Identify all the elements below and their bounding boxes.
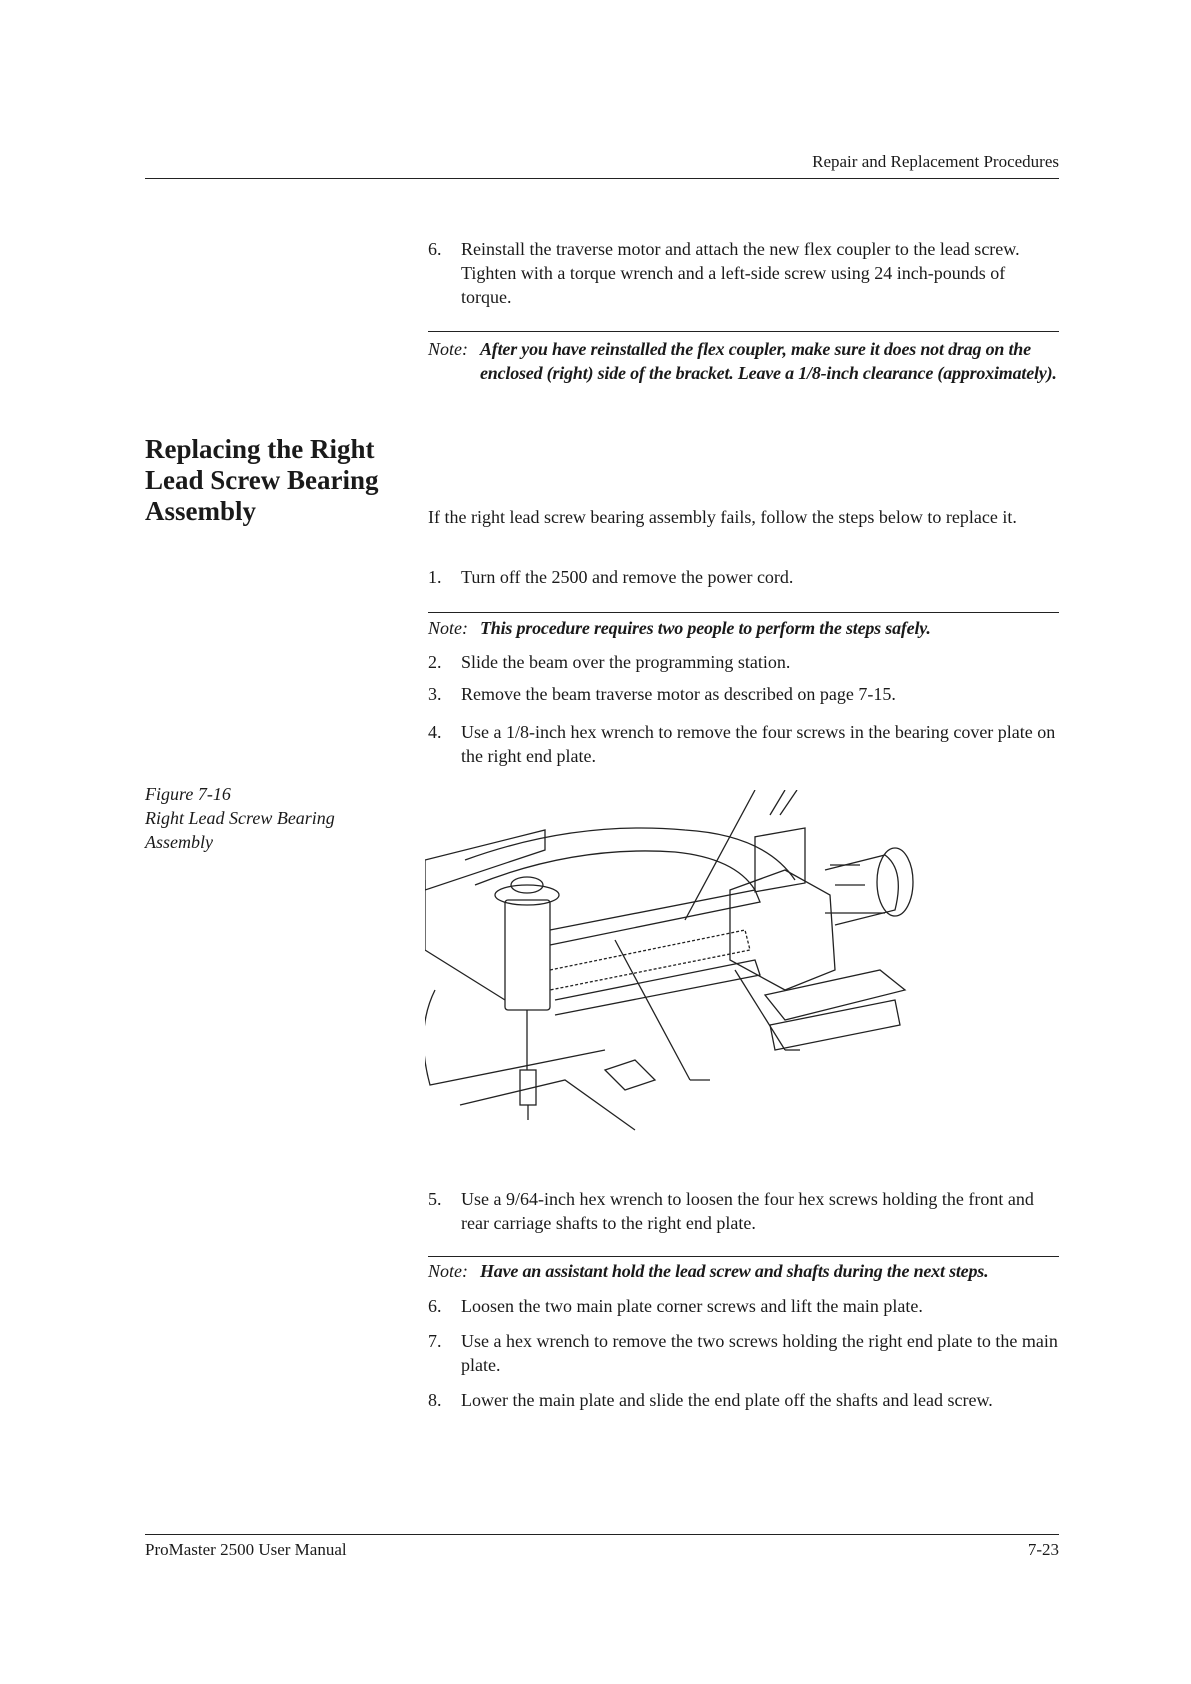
step-text: Turn off the 2500 and remove the power cord. [461, 567, 794, 587]
rear-shaft [550, 890, 760, 945]
figure-number: Figure 7-16 [145, 784, 231, 804]
section-intro: If the right lead screw bearing assembly fails, follow the steps below to replace it. [428, 507, 1017, 527]
note-label: Note: [428, 1261, 468, 1281]
motor [877, 848, 913, 916]
note-text: Have an assistant hold the lead screw and shafts during the next steps. [480, 1261, 989, 1281]
step-number: 8. [428, 1390, 442, 1410]
lead-screw-bearing-illustration [425, 790, 1025, 1150]
step-number: 5. [428, 1189, 442, 1209]
step-number: 6. [428, 1296, 442, 1316]
step-text: Lower the main plate and slide the end plate off the shafts and lead screw. [461, 1390, 993, 1410]
step-number: 1. [428, 567, 442, 587]
figure-caption [145, 782, 385, 854]
note-rule [428, 331, 1059, 332]
footer-rule [145, 1534, 1059, 1535]
step-8 [428, 1388, 1060, 1412]
header-rule [145, 178, 1059, 179]
page-number: 7-23 [1027, 1540, 1059, 1559]
step-text: Use a 1/8-inch hex wrench to remove the four screws in the bearing cover plate on the right end plate. [461, 722, 1056, 766]
running-header: Repair and Replacement Procedures [812, 152, 1059, 171]
step-text: Use a hex wrench to remove the two screws holding the right end plate to the main plate. [461, 1331, 1058, 1375]
step-number: 7. [428, 1331, 442, 1351]
step-4 [428, 720, 1060, 768]
note-label: Note: [428, 618, 468, 638]
step-1 [428, 565, 1060, 589]
note-assistant [428, 1259, 1060, 1283]
section-heading: Replacing the Right Lead Screw Bearing Assembly [145, 434, 379, 526]
note-rule [428, 612, 1059, 613]
step-7 [428, 1329, 1060, 1377]
note-rule [428, 1256, 1059, 1257]
end-plate [730, 870, 835, 990]
front-shaft [555, 960, 760, 1015]
step-text: Reinstall the traverse motor and attach the new flex coupler to the lead screw. Tighten with a torque wrench and a left-side screw using 24 inch-pounds of torque. [461, 239, 1020, 307]
note-two-people [428, 616, 1060, 640]
step-number: 4. [428, 722, 442, 742]
step-2 [428, 650, 1060, 674]
step-3 [428, 682, 1060, 706]
step-text: Remove the beam traverse motor as described on page 7-15. [461, 684, 896, 704]
step-6-loosen [428, 1294, 1060, 1318]
note-text: After you have reinstalled the flex coupler, make sure it does not drag on the enclosed (right) side of the bracket. Leave a 1/8-inch clearance (approximately). [480, 339, 1057, 383]
step-number: 3. [428, 684, 442, 704]
note-label: Note: [428, 339, 468, 359]
note-text: This procedure requires two people to perform the steps safely. [480, 618, 931, 638]
footer-title: ProMaster 2500 User Manual [145, 1540, 347, 1559]
step-number: 6. [428, 239, 442, 259]
note-flex-coupler [428, 337, 1060, 385]
step-number: 2. [428, 652, 442, 672]
step-text: Loosen the two main plate corner screws and lift the main plate. [461, 1296, 923, 1316]
step-text: Use a 9/64-inch hex wrench to loosen the four hex screws holding the front and rear carriage shafts to the right end plate. [461, 1189, 1034, 1233]
cable-carrier [465, 828, 795, 880]
step-6-reinstall [428, 237, 1060, 309]
figure-title: Right Lead Screw Bearing Assembly [145, 808, 335, 852]
step-text: Slide the beam over the programming station. [461, 652, 791, 672]
step-5 [428, 1187, 1060, 1235]
